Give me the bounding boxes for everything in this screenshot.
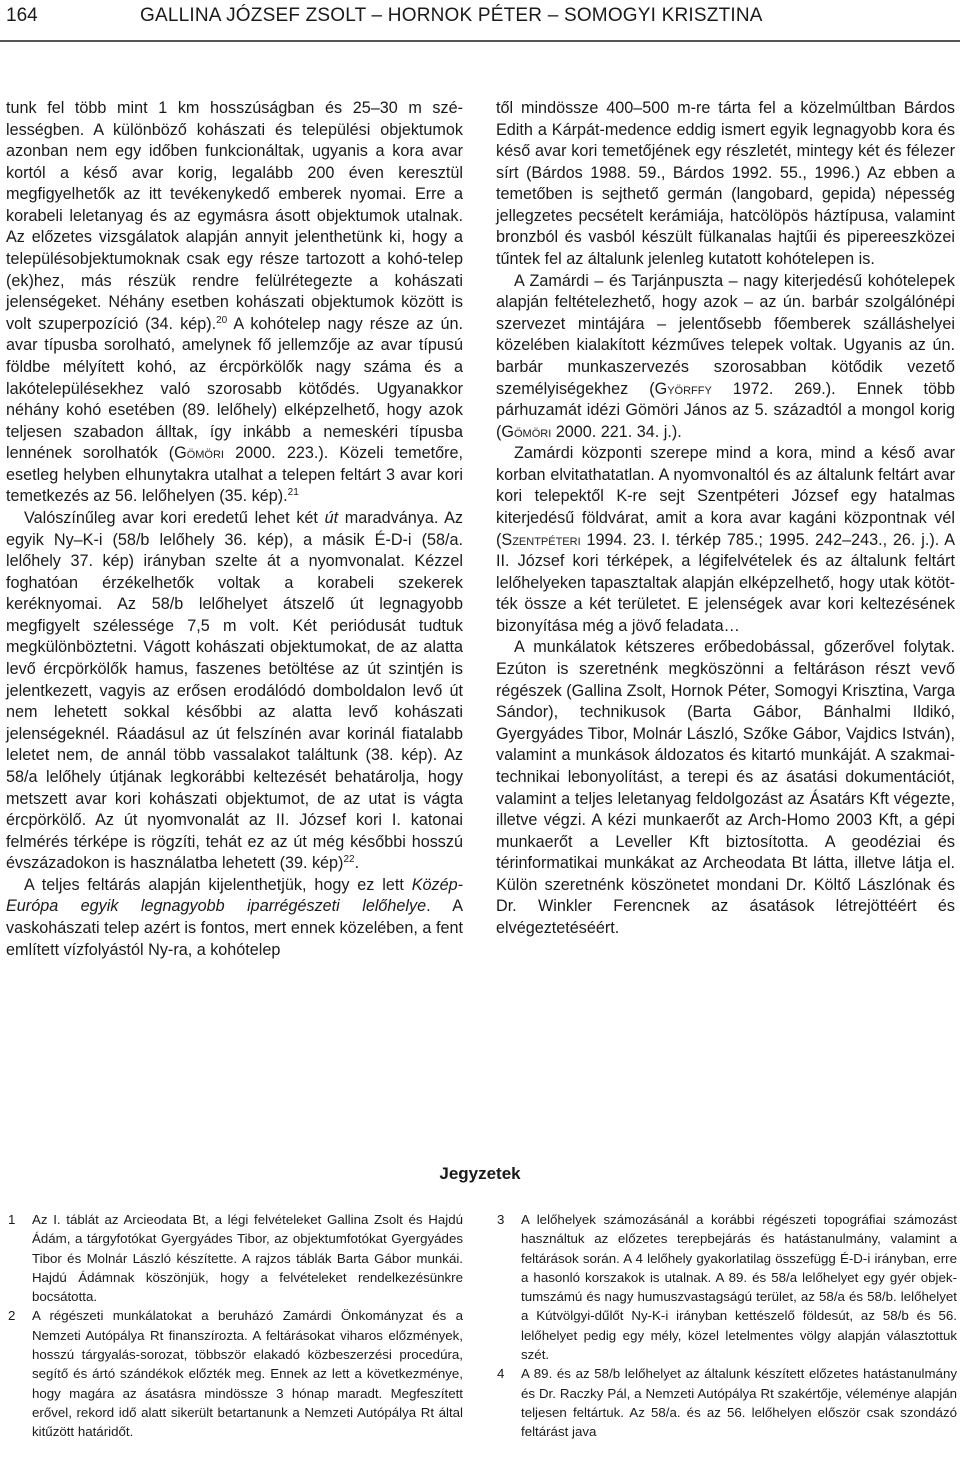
paragraph: A teljes feltárás alapján kijelenthetjük, hogy ez lett Közép-Európa egyik legnagyobb iparrégészeti lelőhelye. A vaskohászati telep azért is fontos, mert ennek közelében, a fent említett vízfolyástól Ny-ra, a kohótelep: [6, 875, 463, 959]
notes-title: Jegyzetek: [439, 1164, 521, 1183]
footnote: 4 A 89. és az 58/b lelőhelyet az általunk készített előzetes hatástanulmány és Dr. Raczky Pál, a Nemzeti Autópálya Rt szakértője, véleménye alapján teljesen feltártuk. Az 58/a. és az 56. lelőhelyen először csak szondázó feltárást java: [497, 1366, 957, 1440]
paragraph: től mindössze 400–500 m-re tárta fel a közelmúltban Bárdos Edith a Kárpát-medence eddig ismert egyik legnagyobb kora és késő avar kori temetőjének egy részletét, mintegy két és félezer sírt (Bárdos 1988. 59., Bárdos 1992. 55., 1996.) Az ebben a temetőben is sejthető germán (langobard, gepida) népesség jellegzetes pecsételt kerámiája, hatcölöpös háztípusa, valamint bronzból és vasból készült fülkanalas hajtűi és pipereeszközei tűntek fel az általunk jelenleg kutatott kohótelepen is.: [496, 99, 955, 269]
footnote: 3 A lelőhelyek számozásánál a korábbi régészeti topográfiai számozást használtuk az előzetes terepbejárás és hatástanulmány, valamint a feltárások során. A 4 lelőhely gyakorlatilag összefügg É-D-i irányban, erre a hasonló korszakok is utalnak. A 89. és 58/a lelőhelyet egy gyér objektumszámú és nagy humuszvastagságú terület, az 58/a és 58/b. lelőhelyet a Kútvölgyi-dűlőt Ny-K-i irányban kettészelő földesút, az 58/b és 56. lelőhelyet pedig egy mély, közel letelmentes völgy alapján választottuk szét.: [497, 1212, 957, 1363]
paragraph: A Zamárdi – és Tarjánpuszta – nagy kiterjedésű kohótelepek alapján feltételezhető, hogy azok – az ún. barbár szolgálónépi szervezet mintájára – jelentősebb főemberek szálláshelyei közelében kialakított kézműves telepek voltak. Ugyanis az ún. barbár munkaszervezés szorosabban kötődik vezető személyiségekhez (Györffy 1972. 269.). Ennek több párhuzamát idézi Gömöri János az 5. századtól a mongol korig (Gömöri 2000. 221. 34. j.).: [496, 271, 956, 441]
running-title: GALLINA JÓZSEF ZSOLT – HORNOK PÉTER – SOMOGYI KRISZTINA: [140, 5, 763, 26]
footnote: 2 A régészeti munkálatokat a beruházó Zamárdi Önkományzat és a Nemzeti Autópálya Rt finanszírozta. A feltárásokat viharos előzmények, hosszú tárgyalás-sorozat, többször elakadó közbeszerzési procedúra, segítő és ártó szándékok előzték meg. Ennek az lett a következménye, hogy magára az ásatásra mindössze 3 hónap maradt. Megfeszített erővel, rekord idő alatt sikerült betartanunk a Nemzeti Autópálya Rt által kitűzött határidőt.: [8, 1308, 463, 1440]
page-number: 164: [6, 5, 38, 26]
header-rule: [0, 40, 960, 42]
footnote: 1 Az I. táblát az Arcieodata Bt, a légi felvételeket Gallina Zsolt és Hajdú Ádám, a tárgyfotókat Gyergyádes Tibor, az objektumfotókat Gyergyádes Tibor és Molnár László készítette. A rajzos táblák Barta Gábor munkái. Hajdú Ádámnak köszönjük, hogy a felvételeket rendelkezésünkre bocsátotta.: [8, 1212, 463, 1305]
paragraph: Valószínűleg avar kori eredetű lehet két út maradványa. Az egyik Ny–K-i (58/b lelőhely 36. kép), a másik É-D-i (58/a. lelőhely 37. kép) irányban szelte át a nyomvonalat. Kézzel foghatóan érzékelhetők voltak a korabeli szekerek keréknyomai. Az 58/b lelőhelyet átszelő út legnagyobb megfigyelt szélessége 7,5 m volt. Két periódusát tudtuk megkülönböztetni. Vágott kohászati objektumokat, de az alatta levő ércpörkölők hamus, faszenes betöltése az út szintjén is jelentkezett, vagyis az erősen erodálódó domboldalon levő út nem lehetett sokkal későbbi az alatta levő kohászati jelenségeknél. Ráadásul az út felszínén avar korinál fiatalabb leletet nem, de annál több vassalakot találtunk (38. kép). Az 58/a lelőhely útjának legkorábbi keltezését behatárolja, hogy metszett avar kori kohászati objektumot, de az utat is vágta ércpörkölő. Az út nyomvonalát az II. József kori I. katonai felmérés térképe is rögzíti, tehát ez az út még későbbi hosszú évszázadokon is használatba lehetett (39. kép)$^{22}$.: [6, 508, 463, 873]
footnotes-left: [8, 1210, 463, 1442]
page-header: [0, 0, 960, 46]
left-column: [6, 98, 463, 961]
paragraph: Zamárdi központi szerepe mind a kora, mind a késő avar korban elvitathatatlan. A nyomvonaltól és az általunk feltárt avar kori telepektől K-re sejt Szentpéteri József egy hatalmas kiterjedésű földvárat, amit a kora avar kagáni központnak vél (Szentpéteri 1994. 23. I. térkép 785.; 1995. 242–243., 26. j.). A II. József kori térképek, a légifelvételek és az általunk feltárt lelőhelyeken tapasztaltak alapján elképzelhető, hogy utak kötötték össze a két területet. E jelenségek avar kori keltezésének bizonyítása még a jövő feladata…: [496, 444, 955, 635]
footnotes-right: [497, 1210, 957, 1442]
right-column: [496, 98, 955, 940]
paragraph: tunk fel több mint 1 km hosszúságban és 25–30 m szélességben. A különböző kohászati és települési objektumok azonban nem egy időben funkcionáltak, ugyanis a kora avar kortól a késő avar korig, legalább 200 éven keresztül megfigyelhetők az itt tevékenykedő emberek nyomai. Erre a korabeli leletanyag és az egymásra ásott objektumok utalnak. Az előzetes vizsgálatok alapján annyit jelenthetünk ki, hogy a településobjektumoknak csak egy része tartozott a kohó-telep (ek)hez, más részük rendre felülrétegezte a kohászati jelenségeket. Néhány esetben kohászati objektumok között is volt szuperpozíció (34. kép).$^{20}$ A kohótelep nagy része az ún. avar típusba sorolható, amelynek fő jellemzője az avar típusú földbe mélyített kohó, az ércpörkölők nagy száma és a lakótelepülésekhez való szorosabb kötődés. Ugyanakkor néhány kohó esetében (89. lelőhely) elképzelhető, hogy azok teljesen szabadon álltak, így inkább a nemeskéri típusba lennének sorolhatók (Gömöri 2000. 223.). Közeli temetőre, esetleg helyben elhunytakra utalhat a telepen feltárt 3 avar kori temetkezés az 56. lelőhelyen (35. kép).$^{21}$: [6, 99, 463, 506]
paragraph: A munkálatok kétszeres erőbedobással, gőzerővel folytak. Ezúton is szeretnénk megköszönni a feltáráson részt vevő régészek (Gallina Zsolt, Hornok Péter, Somogyi Krisztina, Varga Sándor), technikusok (Barta Gábor, Bánhalmi Ildikó, Gyergyádes Tibor, Molnár László, Szőke Gábor, Vajdics István), valamint a munkások áldozatos és kitartó munkáját. A szakmai-technikai lebonyolítást, a terepi és az ásatási dokumentációt, valamint a teljes leletanyag feldolgozást az Ásatárs Kft végezte, illetve végzi. A kézi munkaerőt az Arch-Homo 2003 Kft, a gépi munkaerőt a Leveller Kft biztosította. A geodéziai és térinformatikai munkákat az Archeodata Bt látta, illetve látja el. Külön szeretnénk köszönetet mondani Dr. Költő Lászlónak és Dr. Winkler Ferencnek az ásatások létrejöttéért és elvégeztetéséért.: [496, 638, 955, 937]
